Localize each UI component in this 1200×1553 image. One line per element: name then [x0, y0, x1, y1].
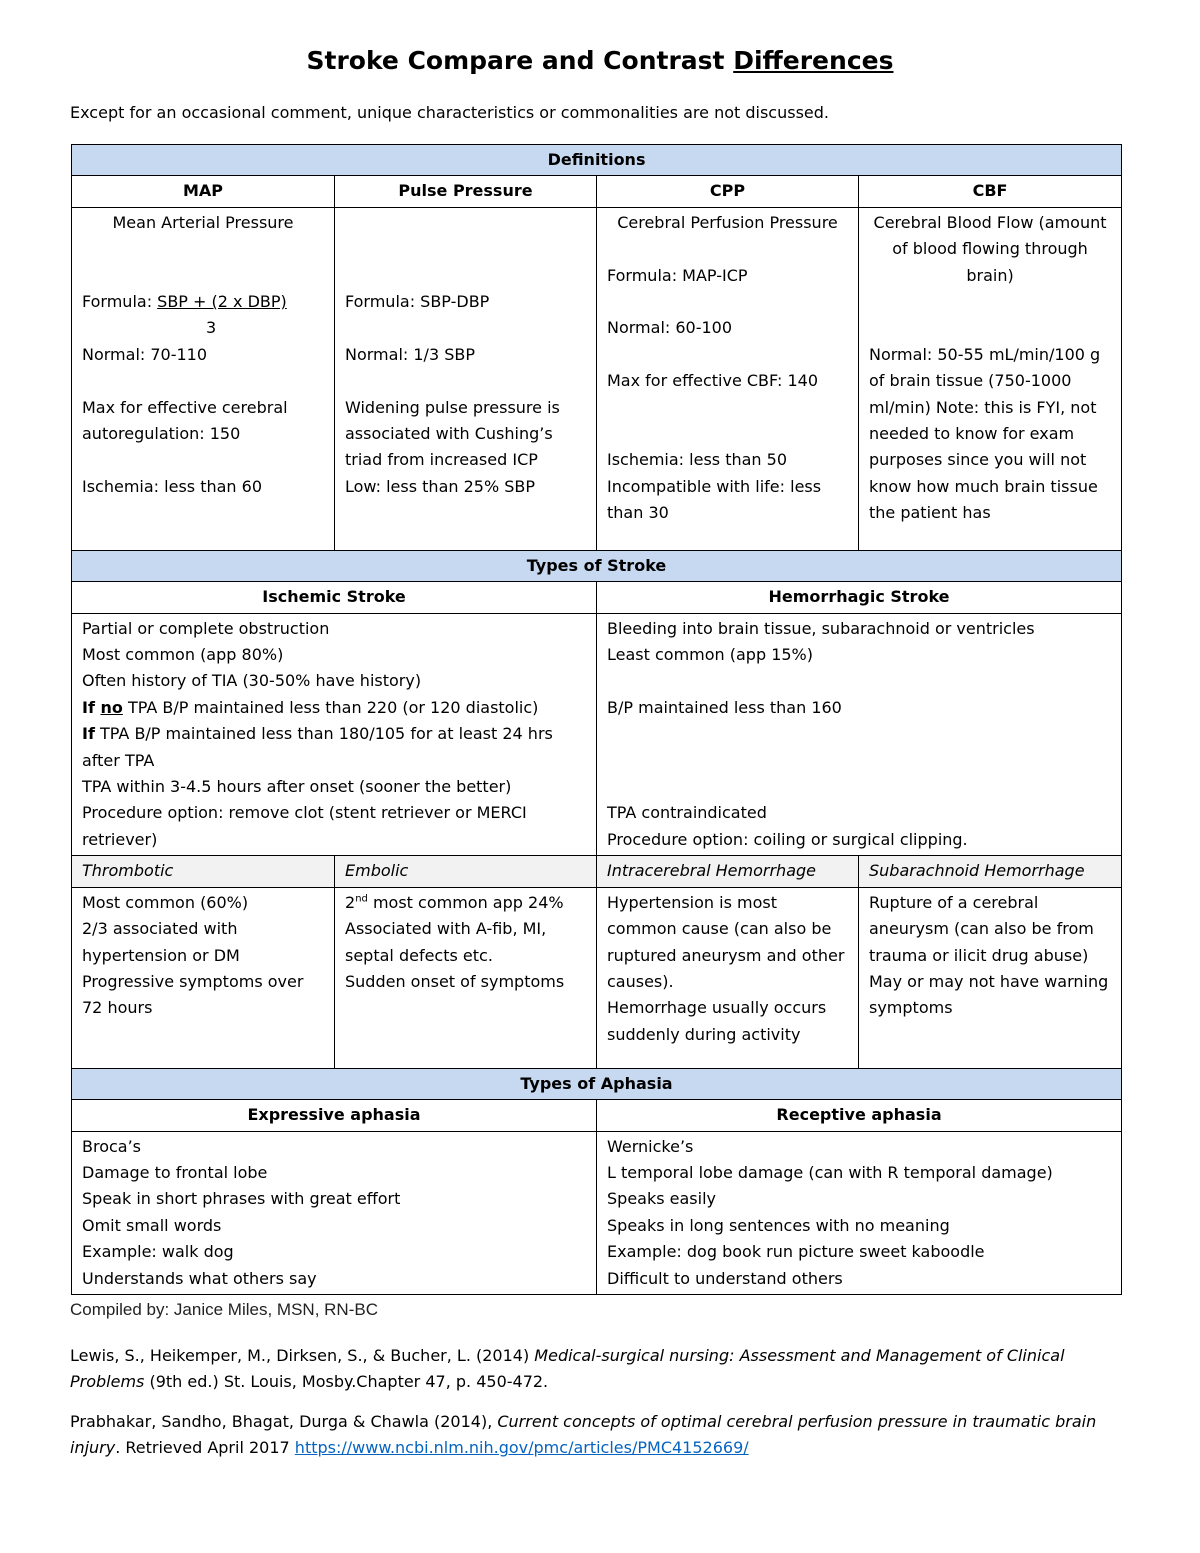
- ischemic-line-no-tpa: If no TPA B/P maintained less than 220 (or 120 diastolic): [82, 697, 539, 717]
- map-normal: Normal: 70-110: [82, 344, 208, 364]
- map-max: Max for effective cerebral autoregulation: 150: [82, 397, 293, 444]
- subarachnoid-cell: [859, 887, 1122, 1068]
- hemorrhagic-line: Bleeding into brain tissue, subarachnoid or ventricles: [607, 618, 1035, 638]
- cpp-max: Max for effective CBF: 140: [607, 371, 818, 391]
- cpp-normal: Normal: 60-100: [607, 318, 733, 338]
- ischemic-line: Often history of TIA (30-50% have history): [82, 671, 422, 691]
- subtype-intracerebral: Intracerebral Hemorrhage: [597, 856, 859, 887]
- expressive-line: Example: walk dog: [82, 1242, 234, 1262]
- header-receptive-aphasia: Receptive aphasia: [597, 1100, 1122, 1131]
- cbf-normal: Normal: 50-55 mL/min/100 g of brain tissue (750-1000 ml/min) Note: this is FYI, not needed to know for exam purposes since you will not know how much brain tissue the patient has: [869, 344, 1106, 523]
- subtype-embolic: Embolic: [335, 856, 597, 887]
- hemorrhagic-line: Least common (app 15%): [607, 645, 813, 665]
- receptive-line: L temporal lobe damage (can with R temporal damage): [607, 1162, 1053, 1182]
- stroke-comparison-table: [71, 144, 1122, 1295]
- hemorrhagic-line: Procedure option: coiling or surgical clipping.: [607, 829, 968, 849]
- hemorrhagic-line: B/P maintained less than 160: [607, 697, 842, 717]
- map-formula-denominator: 3: [206, 318, 217, 338]
- intracerebral-line: Hypertension is most common cause (can also be ruptured aneurysm and other causes).: [607, 892, 850, 991]
- ischemic-line: Partial or complete obstruction: [82, 618, 330, 638]
- expressive-line: Understands what others say: [82, 1268, 317, 1288]
- cpp-ischemia: Ischemia: less than 50: [607, 450, 787, 470]
- intracerebral-cell: [597, 887, 859, 1068]
- embolic-line-rank: 2nd most common app 24%: [345, 892, 564, 912]
- embolic-cell: [335, 887, 597, 1068]
- ischemic-line: TPA within 3-4.5 hours after onset (sooner the better): [82, 777, 512, 797]
- section-types-of-stroke: Types of Stroke: [72, 550, 1122, 581]
- subtype-thrombotic: Thrombotic: [72, 856, 335, 887]
- map-name: Mean Arterial Pressure: [112, 212, 294, 232]
- thrombotic-line: 2/3 associated with hypertension or DM: [82, 919, 243, 965]
- thrombotic-line: Most common (60%): [82, 892, 249, 912]
- cpp-cell: [597, 207, 859, 550]
- cpp-name: Cerebral Perfusion Pressure: [617, 212, 838, 232]
- receptive-line: Difficult to understand others: [607, 1268, 843, 1288]
- embolic-line: Sudden onset of symptoms: [345, 971, 565, 991]
- header-ischemic-stroke: Ischemic Stroke: [72, 582, 597, 613]
- receptive-line: Wernicke’s: [607, 1136, 694, 1156]
- expressive-line: Damage to frontal lobe: [82, 1162, 268, 1182]
- page-title: [0, 46, 1200, 75]
- pp-formula: Formula: SBP-DBP: [345, 292, 490, 312]
- receptive-line: Speaks easily: [607, 1189, 716, 1209]
- map-ischemia: Ischemia: less than 60: [82, 476, 262, 496]
- subarachnoid-line: May or may not have warning symptoms: [869, 971, 1114, 1018]
- header-map: MAP: [72, 176, 335, 207]
- map-cell: [72, 207, 335, 550]
- receptive-line: Example: dog book run picture sweet kaboodle: [607, 1242, 985, 1262]
- reference-lewis-title: Medical-surgical nursing: Assessment and Management of Clinical Problems: [70, 1346, 1065, 1391]
- expressive-line: Speak in short phrases with great effort: [82, 1189, 401, 1209]
- title-text: Stroke Compare and Contrast: [306, 46, 734, 75]
- cbf-cell: [859, 207, 1122, 550]
- reference-prabhakar: Prabhakar, Sandho, Bhagat, Durga & Chawla (2014), Current concepts of optimal cerebral perfusion pressure in traumatic brain injury. Retrieved April 2017 https://www.ncbi.nlm.nih.gov/pmc/articles/PMC4152669/: [70, 1412, 1097, 1457]
- expressive-line: Omit small words: [82, 1215, 222, 1235]
- subtype-subarachnoid: Subarachnoid Hemorrhage: [859, 856, 1122, 887]
- hemorrhagic-cell: [597, 613, 1122, 856]
- ischemic-cell: [72, 613, 597, 856]
- map-formula-numerator: SBP + (2 x DBP): [157, 292, 287, 312]
- intro-text: Except for an occasional comment, unique characteristics or commonalities are not discussed.: [70, 103, 829, 122]
- map-formula: Formula: SBP + (2 x DBP): [82, 292, 287, 312]
- intracerebral-line: Hemorrhage usually occurs suddenly during activity: [607, 998, 832, 1044]
- section-types-of-aphasia: Types of Aphasia: [72, 1068, 1122, 1099]
- header-pulse-pressure: Pulse Pressure: [335, 176, 597, 207]
- pp-widening: Widening pulse pressure is associated with Cushing’s triad from increased ICP: [345, 397, 565, 470]
- ischemic-line-tpa: If TPA B/P maintained less than 180/105 for at least 24 hrs after TPA: [82, 724, 558, 770]
- reference-link[interactable]: https://www.ncbi.nlm.nih.gov/pmc/articles/PMC4152669/: [294, 1438, 749, 1457]
- receptive-cell: [597, 1131, 1122, 1294]
- compiled-by: Compiled by: Janice Miles, MSN, RN-BC: [70, 1300, 378, 1319]
- expressive-line: Broca’s: [82, 1136, 142, 1156]
- header-hemorrhagic-stroke: Hemorrhagic Stroke: [597, 582, 1122, 613]
- title-underlined-word: Differences: [733, 46, 894, 75]
- section-definitions: Definitions: [72, 145, 1122, 176]
- pulse-pressure-cell: [335, 207, 597, 550]
- ischemic-line: Procedure option: remove clot (stent retriever or MERCI retriever): [82, 803, 532, 849]
- hemorrhagic-line: TPA contraindicated: [607, 803, 767, 823]
- reference-lewis: Lewis, S., Heikemper, M., Dirksen, S., & Bucher, L. (2014) Medical-surgical nursing: Assessment and Management of Clinical Problems (9th ed.) St. Louis, Mosby.Chapter 47, p. 450-472.: [70, 1346, 1065, 1391]
- subarachnoid-line: Rupture of a cerebral aneurysm (can also be from trauma or ilicit drug abuse): [869, 892, 1099, 965]
- cbf-name: Cerebral Blood Flow (amount of blood flowing through brain): [873, 212, 1112, 285]
- cpp-formula: Formula: MAP-ICP: [607, 265, 748, 285]
- reference-prabhakar-title: Current concepts of optimal cerebral perfusion pressure in traumatic brain injury: [70, 1412, 1097, 1457]
- receptive-line: Speaks in long sentences with no meaning: [607, 1215, 950, 1235]
- cpp-incompatible: Incompatible with life: less than 30: [607, 476, 827, 523]
- ischemic-line: Most common (app 80%): [82, 645, 284, 665]
- header-cbf: CBF: [859, 176, 1122, 207]
- pp-normal: Normal: 1/3 SBP: [345, 344, 475, 364]
- pp-low: Low: less than 25% SBP: [345, 476, 536, 496]
- expressive-cell: [72, 1131, 597, 1294]
- embolic-line: Associated with A-fib, MI, septal defects etc.: [345, 919, 552, 965]
- header-expressive-aphasia: Expressive aphasia: [72, 1100, 597, 1131]
- thrombotic-line: Progressive symptoms over 72 hours: [82, 971, 309, 1018]
- thrombotic-cell: [72, 887, 335, 1068]
- header-cpp: CPP: [597, 176, 859, 207]
